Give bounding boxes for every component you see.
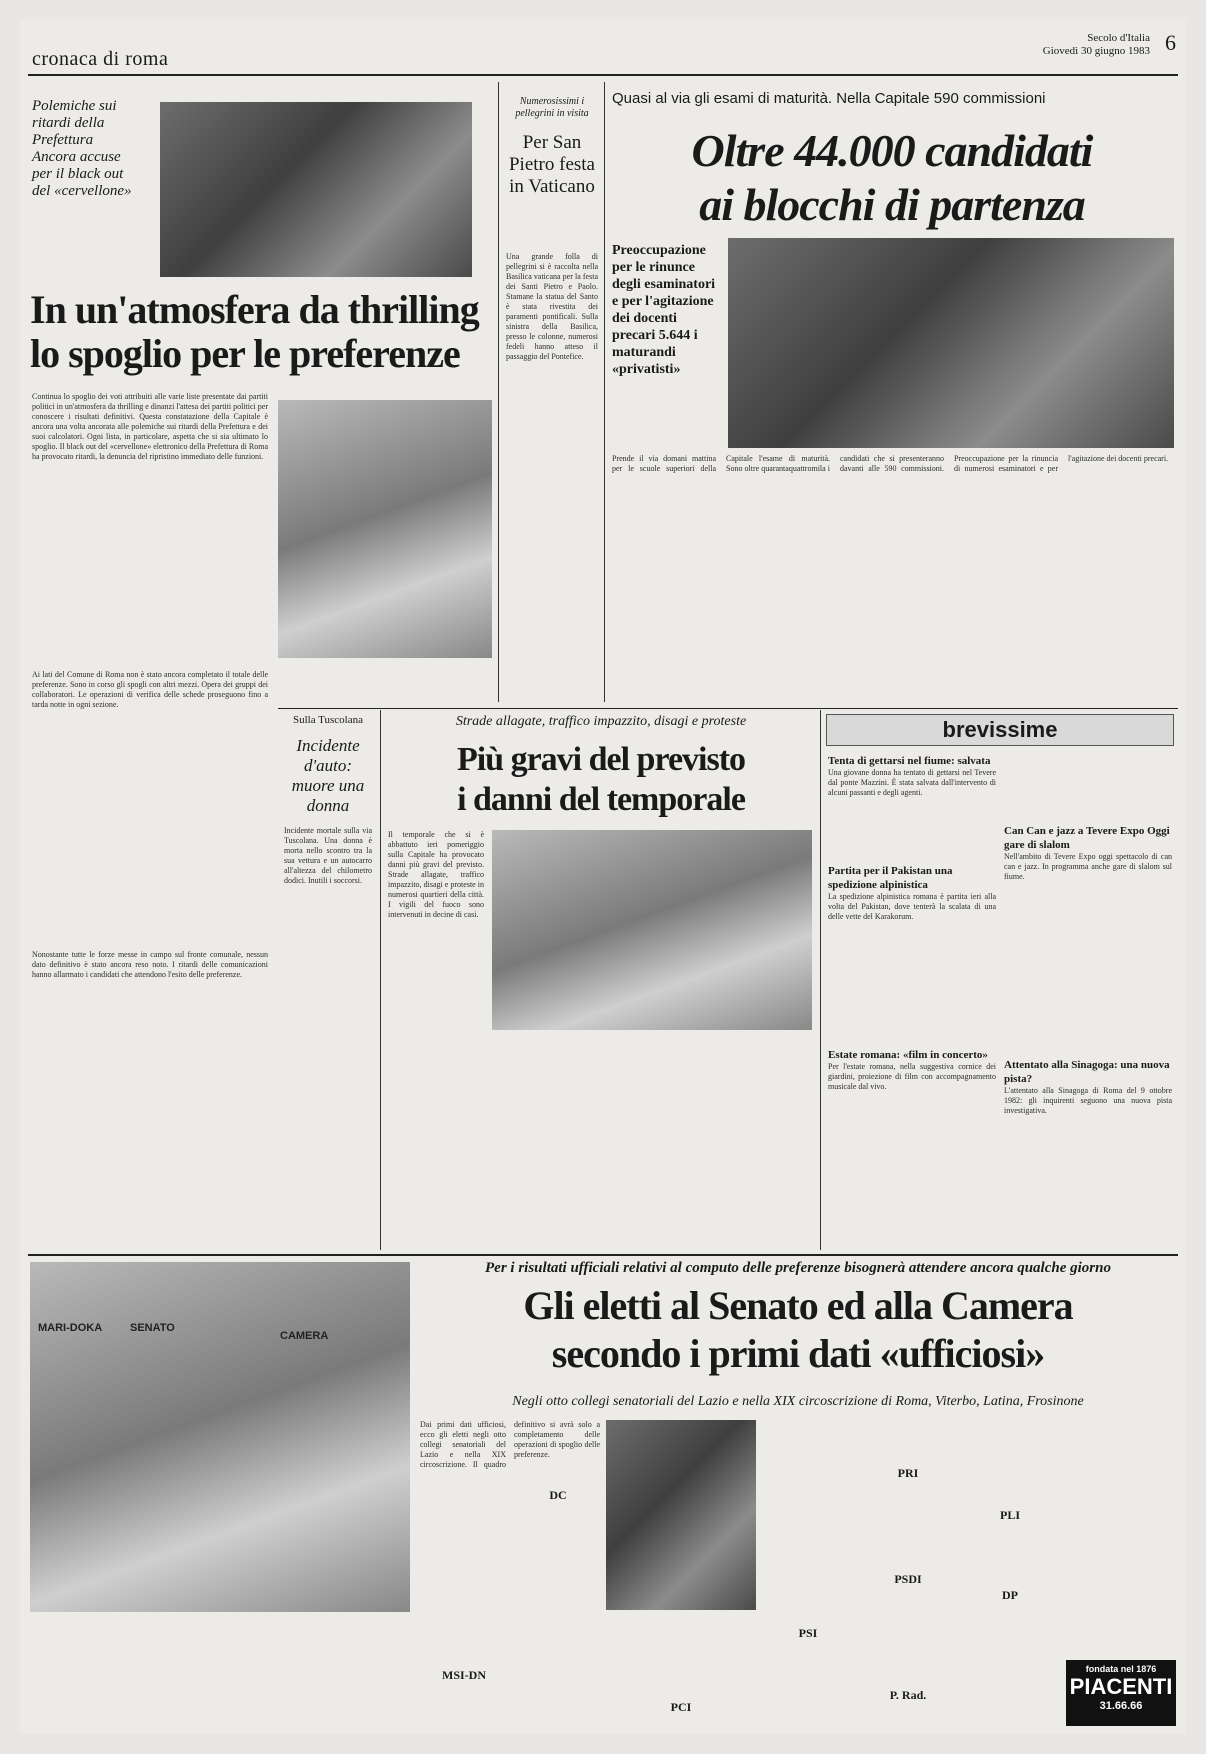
accident-body: Incidente mortale sulla via Tuscolana. Una donna è morta nello scontro tra la sua vettura e un autocarro all'altezza del chilometro dodici. Inutili i soccorsi. <box>284 826 372 885</box>
section-title: cronaca di roma <box>32 48 169 70</box>
brief-body: Nell'ambito di Tevere Expo oggi spettacolo di can can e jazz. In programma anche gare di slalom sul fiume. <box>1004 852 1172 881</box>
party-heading: PRI <box>897 1466 919 1480</box>
brevissime-col-right <box>1004 754 1172 1216</box>
header-rule <box>28 74 1178 76</box>
masthead-info <box>1043 32 1150 58</box>
brevissime-banner: brevissime <box>826 714 1174 746</box>
election-board-photo <box>30 1262 410 1612</box>
brief-title: Estate romana: «film in concerto» <box>828 1049 988 1061</box>
party-heading: MSI-DN <box>442 1668 486 1682</box>
party-heading: PCI <box>670 1700 692 1714</box>
exams-subheadline: Preoccupazione per le rinunce degli esaminatori e per l'agitazione dei docenti precari 5.644 i maturandi «privatisti» <box>612 243 716 377</box>
newspaper-name: Secolo d'Italia <box>1087 32 1150 44</box>
exams-headline-line1: Oltre 44.000 candidati <box>691 125 1093 176</box>
page-number: 6 <box>1165 30 1176 55</box>
vatican-headline: Per San Pietro festa in Vaticano <box>508 132 595 197</box>
exams-kicker: Quasi al via gli esami di maturità. Nella Capitale 590 commissioni <box>612 90 1046 107</box>
preferences-headline-line2: lo spoglio per le preferenze <box>30 331 460 376</box>
column-rule <box>604 82 605 702</box>
board-label-senato: SENATO <box>130 1322 175 1334</box>
newspaper-page <box>20 20 1186 1734</box>
issue-date: Giovedì 30 giugno 1983 <box>1042 45 1150 57</box>
storm-headline-line2: i danni del temporale <box>457 781 745 818</box>
computer-room-photo <box>160 102 472 277</box>
section-rule <box>278 708 1178 709</box>
exams-body: Prende il via domani mattina per le scuole superiori della Capitale l'esame di maturità. Sono oltre quarantaquattromila i candidati che si presenteranno davanti alle 590 commissioni. Preoccupazione per la rinuncia di numerosi esaminatori e per l'agitazione dei docenti precari. <box>612 454 1169 473</box>
party-heading: P. Rad. <box>889 1688 927 1702</box>
preferences-kicker: Polemiche sui ritardi della Prefettura Ancora accuse per il black out del «cervellone» <box>32 98 132 199</box>
brevissime-col-left <box>828 754 996 1172</box>
brief-title: Attentato alla Sinagoga: una nuova pista? <box>1004 1059 1170 1085</box>
column-rule <box>820 710 821 1250</box>
exams-headline <box>612 124 1172 232</box>
brief-body: L'attentato alla Sinagoga di Roma del 9 ottobre 1982: gli inquirenti seguono una nuova pista investigativa. <box>1004 1086 1172 1115</box>
preferences-headline-line1: In un'atmosfera da thrilling <box>30 287 479 332</box>
vatican-body: Una grande folla di pellegrini si è raccolta nella Basilica vaticana per la festa dei Santi Pietro e Paolo. Stamane la statua del Santo è stata rivestita dei paramenti pontificali. Sulla sinistra della Basilica, presso le colonne, numerosi fedeli hanno atteso il passaggio del Pontefice. <box>506 252 598 361</box>
elections-body-col3 <box>762 1420 854 1720</box>
elections-kicker: Per i risultati ufficiali relativi al computo delle preferenze bisognerà attendere ancora qualche giorno <box>485 1260 1111 1276</box>
party-heading: PSI <box>798 1626 818 1640</box>
vatican-kicker: Numerosissimi i pellegrini in visita <box>515 96 589 119</box>
column-rule <box>380 710 381 1250</box>
exams-headline-line2: ai blocchi di partenza <box>699 179 1085 230</box>
ad-tagline: fondata nel 1876 <box>1085 1664 1157 1674</box>
flooded-street-photo <box>492 830 812 1030</box>
preferences-body-2: Ai lati del Comune di Roma non è stato ancora completato il totale delle preferenze. Sono in corso gli spogli con altri mezzi. Opera dei gruppi dei collaboratori. Le operazioni di verifica delle schede proseguono fino a tarda notte in ogni sezione. <box>32 670 268 709</box>
piacenti-ad <box>1066 1660 1176 1726</box>
accident-headline: Incidente d'auto: muore una donna <box>291 736 365 815</box>
students-photo <box>728 238 1174 448</box>
brief-title: Can Can e jazz a Tevere Expo Oggi gare di slalom <box>1004 825 1170 851</box>
brief-body-continued <box>1004 754 1172 824</box>
party-heading: PLI <box>999 1508 1020 1522</box>
elections-headline-line2: secondo i primi dati «ufficiosi» <box>551 1331 1045 1376</box>
section-rule <box>28 1254 1178 1256</box>
column-rule <box>498 82 499 702</box>
storm-body-continued <box>492 1036 812 1246</box>
preferences-body-3: Nonostante tutte le forze messe in campo sul fronte comunale, nessun dato definitivo è stato ancora reso noto. I ritardi delle comunicazioni hanno allarmato i candidati che attendono l'esito delle preferenze. <box>32 950 268 979</box>
preferences-body-1: Continua lo spoglio dei voti attribuiti alle varie liste presentate dai partiti politici in un'atmosfera da thrilling e dinanzi l'attesa dei partiti politici per conoscere i risultati definitivi. Questa constatazione della Capitale è ancora una volta ancorata alle polemiche sui ritardi della Prefettura e dei suoi calcolatori. Ogni lista, in particolare, aspetta che si sia ultimato lo spoglio. Il black out del «cervellone» elettronico della Prefettura di Roma ha provocato ritardi, la denuncia del ripristino immediato delle funzioni. <box>32 392 268 461</box>
brief-body: La spedizione alpinistica romana è partita ieri alla volta del Pakistan, dove tenterà la scalata di una delle vette del Karakorum. <box>828 892 996 921</box>
counting-photo <box>278 400 492 658</box>
terminal-photo <box>606 1420 756 1610</box>
brief-title: Partita per il Pakistan una spedizione alpinistica <box>828 865 953 891</box>
storm-headline-line1: Più gravi del previsto <box>456 741 746 778</box>
preferences-headline <box>30 288 490 376</box>
elections-subheadline: Negli otto collegi senatoriali del Lazio e nella XIX circoscrizione di Roma, Viterbo, Latina, Frosinone <box>512 1394 1084 1409</box>
elections-headline-line1: Gli eletti al Senato ed alla Camera <box>523 1283 1073 1328</box>
party-heading: DP <box>1002 1588 1018 1602</box>
party-heading: PSDI <box>894 1572 922 1586</box>
storm-headline <box>386 740 816 820</box>
elections-body: Dai primi dati ufficiosi, ecco gli eletti negli otto collegi senatoriali del Lazio e nella XIX circoscrizione. Il quadro definitivo si avrà solo a completamento delle operazioni di spoglio delle preferenze. <box>420 1420 600 1469</box>
storm-body: Il temporale che si è abbattuto ieri pomeriggio sulla Capitale ha provocato danni più gravi del previsto. Strade allagate, traffico impazzito, disagi e proteste in numerosi quartieri della città. I vigili del fuoco sono intervenuti in decine di casi. <box>388 830 484 919</box>
elections-headline <box>420 1282 1176 1378</box>
board-label-camera: CAMERA <box>280 1330 329 1342</box>
brief-title: Tenta di gettarsi nel fiume: salvata <box>828 755 991 767</box>
accident-kicker: Sulla Tuscolana <box>293 714 363 726</box>
party-heading: DC <box>549 1488 567 1502</box>
storm-kicker: Strade allagate, traffico impazzito, disagi e proteste <box>455 714 747 729</box>
board-label-left: MARI-DOKA <box>38 1322 103 1334</box>
brief-body: Una giovane donna ha tentato di gettarsi nel Tevere dal ponte Mazzini. È stata salvata dall'intervento di alcuni passanti e degli agenti. <box>828 768 996 797</box>
ad-phone: 31.66.66 <box>1099 1700 1143 1712</box>
ad-brand: PIACENTI <box>1069 1674 1173 1699</box>
brief-body: Per l'estate romana, nella suggestiva cornice dei giardini, proiezione di film con accompagnamento musicale dal vivo. <box>828 1062 996 1091</box>
